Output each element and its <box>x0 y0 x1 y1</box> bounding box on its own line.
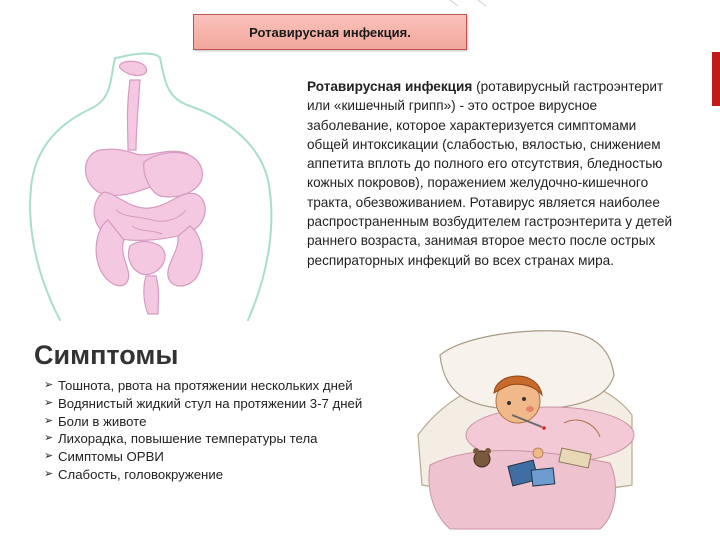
digestive-system-illustration <box>20 50 282 332</box>
slide-title: Ротавирусная инфекция. <box>193 14 467 50</box>
symptoms-heading: Симптомы <box>34 340 179 370</box>
list-item: ➢ Симптомы ОРВИ <box>44 448 370 466</box>
list-item: ➢ Боли в животе <box>44 413 370 431</box>
description-term: Ротавирусная инфекция <box>307 79 473 94</box>
list-item: ➢ Тошнота, рвота на протяжении нескольких дней <box>44 377 370 395</box>
description-text: (ротавирусный гастроэнтерит или «кишечный грипп») - это острое вирусное заболевание, которое характеризуется симптомами общей интоксикации (слабостью, вялостью, снижением аппетита вплоть до полного его отсутствия, бледностью кожных покровов), поражением желудочно-кишечного тракта, обезвоживанием. Ротавирус является наиболее распространенным возбудителем гастроэнтерита у детей раннего возраста, занимая второе место после острых респираторных инфекций во всех странах мира. <box>307 79 673 268</box>
list-item: ➢ Лихорадка, повышение температуры тела <box>44 430 370 448</box>
list-item: ➢ Слабость, головокружение <box>44 466 370 484</box>
accent-bar <box>712 52 720 106</box>
symptoms-list <box>44 377 370 484</box>
list-item: ➢ Водянистый жидкий стул на протяжении 3-7 дней <box>44 395 370 413</box>
description-paragraph <box>307 77 679 270</box>
sick-child-illustration <box>410 315 636 535</box>
corner-decoration <box>448 0 488 8</box>
